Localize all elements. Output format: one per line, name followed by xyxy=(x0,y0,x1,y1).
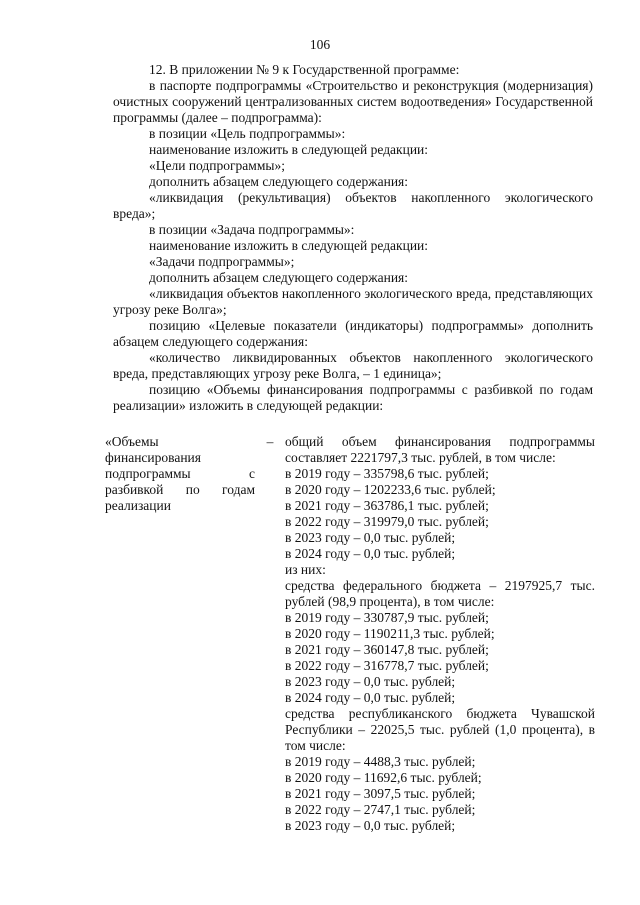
funding-line: в 2023 году – 0,0 тыс. рублей; xyxy=(285,818,456,833)
funding-line: в 2021 году – 3097,5 тыс. рублей; xyxy=(285,786,476,801)
funding-line: в 2022 году – 319979,0 тыс. рублей; xyxy=(285,514,489,529)
funding-line: в 2019 году – 335798,6 тыс. рублей; xyxy=(285,466,489,481)
paragraph: «количество ликвидированных объектов накопленного экологического вреда, представляющих угрозу реке Волга, – 1 единица»; xyxy=(113,350,593,381)
funding-line: в 2021 году – 360147,8 тыс. рублей; xyxy=(285,642,489,657)
paragraph: 12. В приложении № 9 к Государственной программе: xyxy=(149,62,460,77)
paragraph: наименование изложить в следующей редакции: xyxy=(149,142,429,157)
funding-line: в 2019 году – 330787,9 тыс. рублей; xyxy=(285,610,489,625)
paragraph: в паспорте подпрограммы «Строительство и реконструкция (модернизация) очистных сооружений централизованных систем водоотведения» Государственной программы (далее – подпрограмма): xyxy=(113,78,593,125)
paragraph: дополнить абзацем следующего содержания: xyxy=(149,174,409,189)
page-number: 106 xyxy=(309,37,331,52)
funding-label: «Объемы финансирования подпрограммы с разбивкой по годам реализации xyxy=(105,434,255,513)
funding-line: в 2022 году – 316778,7 тыс. рублей; xyxy=(285,658,489,673)
funding-line: в 2019 году – 4488,3 тыс. рублей; xyxy=(285,754,476,769)
paragraph: «Задачи подпрограммы»; xyxy=(149,254,295,269)
funding-line: в 2021 году – 363786,1 тыс. рублей; xyxy=(285,498,489,513)
paragraph: наименование изложить в следующей редакции: xyxy=(149,238,429,253)
funding-line: в 2023 году – 0,0 тыс. рублей; xyxy=(285,530,456,545)
paragraph: «ликвидация объектов накопленного экологического вреда, представляющих угрозу реке Волга»; xyxy=(113,286,593,317)
paragraph: дополнить абзацем следующего содержания: xyxy=(149,270,409,285)
funding-line: в 2020 году – 1202233,6 тыс. рублей; xyxy=(285,482,496,497)
amendment-text xyxy=(113,62,593,414)
funding-line: в 2020 году – 1190211,3 тыс. рублей; xyxy=(285,626,495,641)
funding-line: из них: xyxy=(285,562,326,577)
funding-line: общий объем финансирования подпрограммы составляет 2221797,3 тыс. рублей, в том числе: xyxy=(285,434,595,465)
funding-line: средства федерального бюджета – 2197925,7 тыс. рублей (98,9 процента), в том числе: xyxy=(285,578,595,609)
paragraph: позицию «Целевые показатели (индикаторы) подпрограммы» дополнить абзацем следующего содержания: xyxy=(113,318,593,349)
funding-line: средства республиканского бюджета Чувашской Республики – 22025,5 тыс. рублей (1,0 процента), в том числе: xyxy=(285,706,595,753)
funding-line: в 2024 году – 0,0 тыс. рублей; xyxy=(285,690,456,705)
funding-details xyxy=(285,434,595,834)
paragraph: в позиции «Цель подпрограммы»: xyxy=(149,126,346,141)
funding-line: в 2022 году – 2747,1 тыс. рублей; xyxy=(285,802,476,817)
paragraph: «ликвидация (рекультивация) объектов накопленного экологического вреда»; xyxy=(113,190,593,221)
funding-dash: – xyxy=(266,434,274,449)
paragraph: позицию «Объемы финансирования подпрограммы с разбивкой по годам реализации» изложить в следующей редакции: xyxy=(113,382,593,413)
funding-line: в 2020 году – 11692,6 тыс. рублей; xyxy=(285,770,482,785)
funding-line: в 2023 году – 0,0 тыс. рублей; xyxy=(285,674,456,689)
funding-line: в 2024 году – 0,0 тыс. рублей; xyxy=(285,546,456,561)
paragraph: в позиции «Задача подпрограммы»: xyxy=(149,222,355,237)
paragraph: «Цели подпрограммы»; xyxy=(149,158,285,173)
funding-block xyxy=(105,434,595,834)
